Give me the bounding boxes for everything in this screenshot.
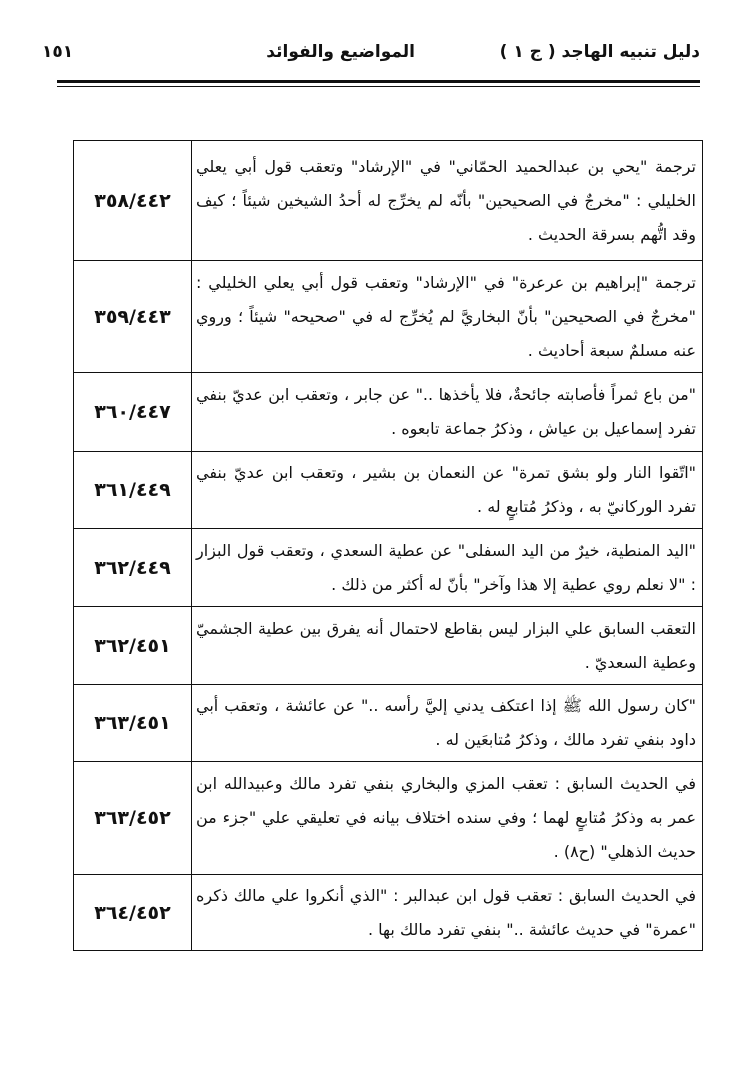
- page-number: ١٥١: [42, 42, 74, 62]
- running-header: [38, 40, 700, 72]
- entry-ref: ٣٥٨/٤٤٢: [94, 189, 171, 212]
- table-row: [74, 452, 703, 529]
- entry-text: ترجمة "يحي بن عبدالحميد الحمّاني" في "الإرشاد" وتعقب قول أبي يعلي الخليلي : "مخرجٌ في الصحيحين" بأنّه لم يخرِّج له أحدُ الشيخين شيئاً ؛ كيف وقد اتُّهم بسرقة الحديث .: [192, 141, 703, 261]
- entry-text: "اليد المنطية، خيرٌ من اليد السفلى" عن عطية السعدي ، وتعقب قول البزار : "لا نعلم روي عطية إلا هذا وآخر" بأنّ له أكثر من ذلك .: [192, 529, 703, 607]
- entry-text: "من باع ثمراً فأصابته جائحةٌ، فلا يأخذها .." عن جابر ، وتعقب ابن عديّ بنفي تفرد إسماعيل بن عياش ، وذكرُ جماعة تابعوه .: [192, 373, 703, 452]
- index-table: [73, 140, 703, 951]
- table-row: [74, 261, 703, 373]
- entry-ref: ٣٦٤/٤٥٢: [94, 901, 171, 924]
- entry-text: "اتّقوا النار ولو بشق تمرة" عن النعمان بن بشير ، وتعقب ابن عديّ بنفي تفرد الوركانيّ به ، وذكرُ مُتابعٍ له .: [192, 452, 703, 529]
- entry-ref: ٣٦٣/٤٥١: [94, 712, 171, 734]
- header-rule-thin: [57, 86, 700, 87]
- section-title: المواضيع والفوائد: [266, 42, 415, 62]
- table-row: [74, 607, 703, 685]
- entry-ref: ٣٦٢/٤٥١: [94, 634, 171, 657]
- table-row: [74, 141, 703, 261]
- table-row: [74, 875, 703, 951]
- table-row: [74, 762, 703, 875]
- entry-text: في الحديث السابق : تعقب المزي والبخاري بنفي تفرد مالك وعبيدالله ابن عمر به وذكرُ مُتابعٍ لهما ؛ وفي سنده اختلاف بيانه في تعليقي علي "جزء من حديث الذهلي" (ح٨) .: [192, 762, 703, 875]
- table-row: [74, 685, 703, 762]
- entry-text: "كان رسول الله ﷺ إذا اعتكف يدني إليَّ رأسه .." عن عائشة ، وتعقب أبي داود بنفي تفرد مالك ، وذكرُ مُتابعَين له .: [192, 685, 703, 762]
- book-title: دليل تنبيه الهاجد ( ج ١ ): [499, 42, 700, 62]
- table-row: [74, 373, 703, 452]
- entry-text: التعقب السابق علي البزار ليس بقاطع لاحتمال أنه يفرق بين عطية الجشميّ وعطية السعديّ .: [192, 607, 703, 685]
- entry-ref: ٣٥٩/٤٤٣: [94, 305, 171, 328]
- entry-text: في الحديث السابق : تعقب قول ابن عبدالبر : "الذي أنكروا علي مالك ذكره "عمرة" في حديث عائشة .." بنفي تفرد مالك بها .: [192, 875, 703, 951]
- entry-ref: ٣٦٣/٤٥٢: [94, 807, 171, 829]
- header-rule-thick: [57, 80, 700, 83]
- entry-ref: ٣٦١/٤٤٩: [94, 479, 171, 501]
- table-row: [74, 529, 703, 607]
- entry-ref: ٣٦٢/٤٤٩: [94, 556, 171, 579]
- entry-text: ترجمة "إبراهيم بن عرعرة" في "الإرشاد" وتعقب قول أبي يعلي الخليلي : "مخرجٌ في الصحيحين" بأنّ البخاريَّ لم يُخرِّج له في "صحيحه" شيئاً ؛ وروي عنه مسلمٌ سبعة أحاديث .: [192, 261, 703, 373]
- entry-ref: ٣٦٠/٤٤٧: [94, 401, 171, 423]
